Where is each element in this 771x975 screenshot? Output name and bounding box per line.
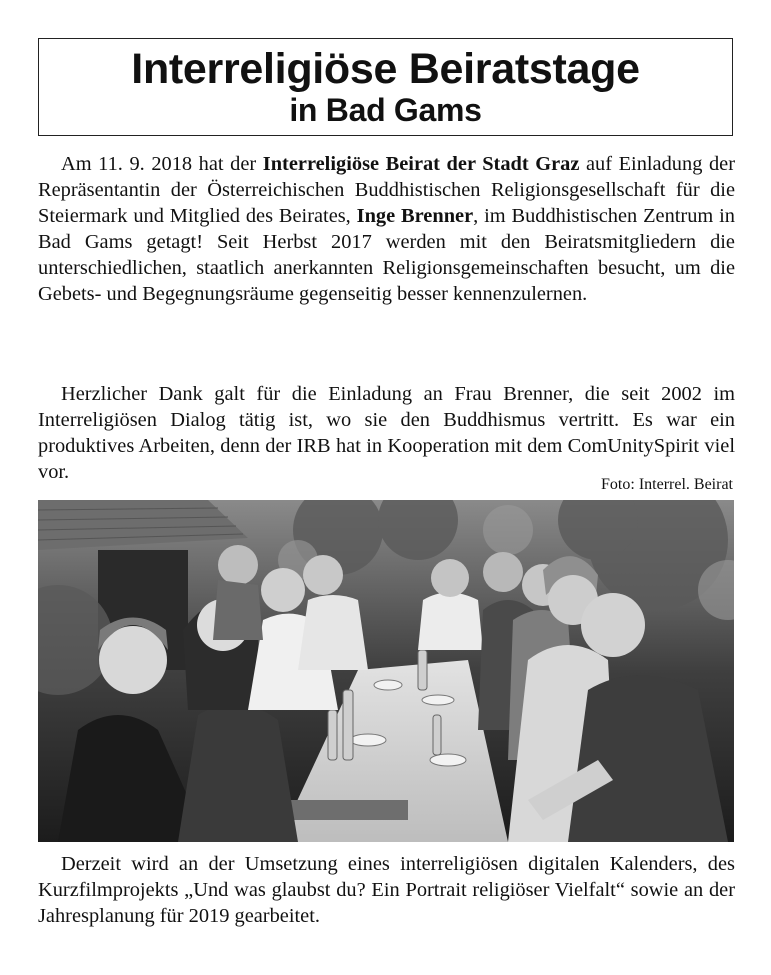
outlook-text: Derzeit wird an der Umsetzung eines interreligiösen digitalen Kalenders, des Kurzfilmprojekts „Und was glaubst du? Ein Portrait religiöser Vielfalt“ sowie an der Jahresplanung für 2019 gearbeitet. [38, 853, 735, 927]
intro-text-2: auf Einladung der Repräsentantin der Österreichischen Buddhistischen Religionsgesellschaft für die Steiermark und Mitglied des Beirates, [38, 153, 735, 227]
photo-credit: Foto: Interrel. Beirat [601, 476, 733, 493]
headline-title: Interreligiöse Beiratstage [131, 45, 640, 93]
group-photo [38, 500, 734, 842]
thanks-text: Herzlicher Dank galt für die Einladung an Frau Brenner, die seit 2002 im Interreligiösen Dialog tätig ist, wo sie den Buddhismus vertritt. Es war ein produktives Arbeiten, denn der IRB hat in Kooperation mit dem ComUnitySpirit viel vor. [38, 383, 735, 483]
intro-bold-beirat: Interreligiöse Beirat der Stadt Graz [262, 153, 580, 175]
intro-paragraph [38, 151, 735, 307]
group-photo-illustration [38, 500, 734, 842]
intro-text-1: Am 11. 9. 2018 hat der [61, 153, 263, 175]
intro-bold-name: Inge Brenner [356, 205, 474, 227]
thanks-paragraph [38, 381, 735, 485]
headline-subtitle: in Bad Gams [289, 92, 482, 128]
outlook-paragraph [38, 851, 735, 929]
headline-box [38, 38, 733, 136]
intro-text-3: , im Buddhistischen Zentrum in Bad Gams getagt! Seit Herbst 2017 werden mit den Beiratsmitgliedern die unterschiedlichen, staatlich anerkannten Religionsgemeinschaften besucht, um die Gebets- und Begegnungsräume gegenseitig besser kennenzulernen. [38, 205, 735, 305]
